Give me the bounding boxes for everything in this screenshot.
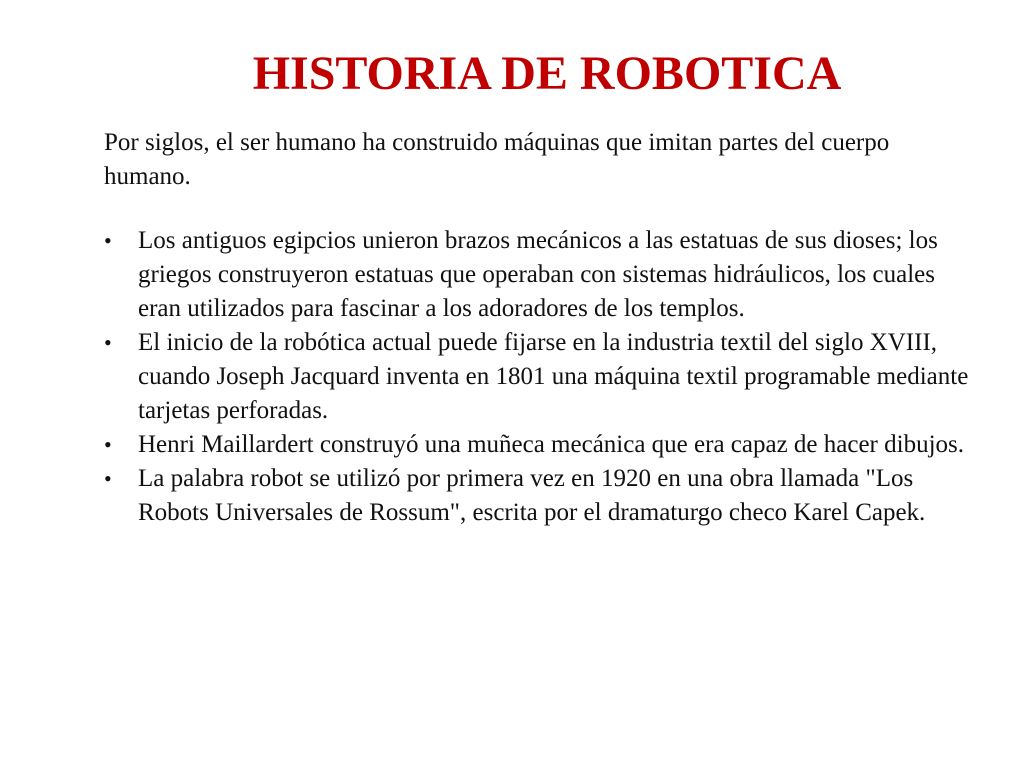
bullet-list <box>104 224 974 530</box>
bullet-text: El inicio de la robótica actual puede fijarse en la industria textil del siglo XVIII, cuando Joseph Jacquard inventa en 1801 una máquina textil programable mediante tarjetas perforadas. <box>138 329 969 424</box>
bullet-icon: • <box>104 432 112 457</box>
bullet-item-egipcios <box>104 224 974 326</box>
bullet-text: La palabra robot se utilizó por primera vez en 1920 en una obra llamada "Los Robots Universales de Rossum", escrita por el dramaturgo checo Karel Capek. <box>138 465 926 526</box>
bullet-icon: • <box>104 330 112 355</box>
bullet-icon: • <box>104 228 112 253</box>
bullet-icon: • <box>104 466 112 491</box>
bullet-item-capek <box>104 462 974 530</box>
bullet-item-jacquard <box>104 326 974 428</box>
slide-title: HISTORIA DE ROBOTICA <box>252 47 842 100</box>
intro-paragraph: Por siglos, el ser humano ha construido máquinas que imitan partes del cuerpo humano. <box>104 129 890 190</box>
bullet-text: Los antiguos egipcios unieron brazos mecánicos a las estatuas de sus dioses; los griegos construyeron estatuas que operaban con sistemas hidráulicos, los cuales eran utilizados para fascinar a los adoradores de los templos. <box>138 227 938 322</box>
bullet-item-maillardert <box>104 428 974 462</box>
bullet-text: Henri Maillardert construyó una muñeca mecánica que era capaz de hacer dibujos. <box>138 431 965 458</box>
